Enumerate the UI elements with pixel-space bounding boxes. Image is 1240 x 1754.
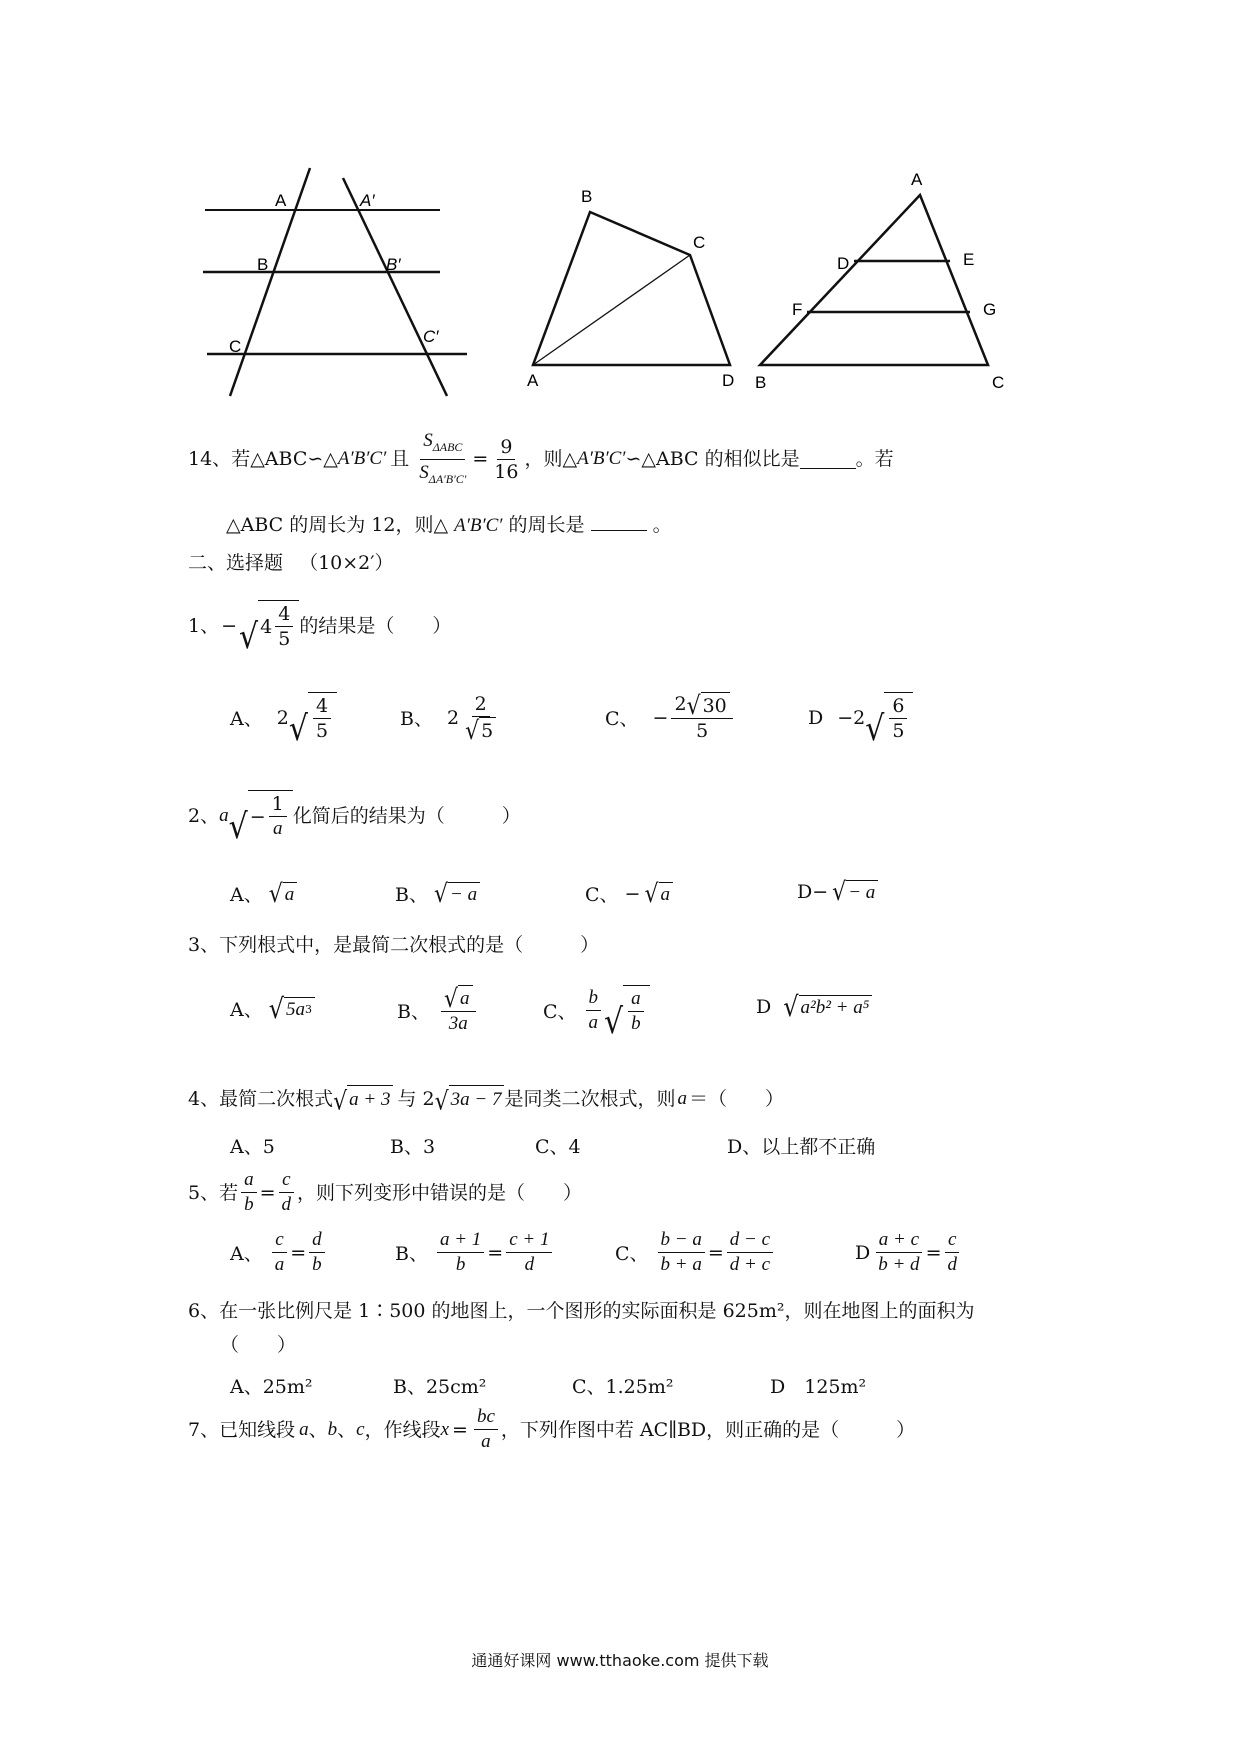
perimeter-blank[interactable] [591,512,647,531]
q3-option-a[interactable]: A、 √ 5a 3 [230,995,315,1022]
fig3-label-D: D [837,254,850,273]
q1-option-d[interactable]: D −2 √ 6 5 [808,692,913,743]
fig1-label-A: A [275,191,287,210]
section-2-title: 二、选择题 [188,552,284,574]
question-1: 1、 − √ 4 4 5 的结果是（ ） [188,600,451,651]
fig3-label-C: C [992,373,1005,392]
q2-option-a[interactable]: A、 √ a [230,880,297,907]
fig3-label-B: B [755,373,767,392]
q4-option-b[interactable]: B、3 [390,1136,436,1158]
fig3-label-A: A [911,170,923,189]
q3-option-d[interactable]: D √ a²b² + a⁵ [756,995,872,1019]
fig1-label-A-prime: A′ [360,191,375,210]
question-6: 6、在一张比例尺是 1∶500 的地图上，一个图形的实际面积是 625m²，则在地图上的面积为 [188,1300,975,1322]
fig2-label-C: C [693,233,706,252]
q4-option-d[interactable]: D、以上都不正确 [727,1136,876,1158]
q2-option-b[interactable]: B、 √ − a [395,880,480,907]
q6-option-b[interactable]: B、25cm² [393,1376,487,1398]
fig3-label-E: E [963,250,975,269]
fig1-label-C-prime: C′ [423,327,439,346]
area-ratio-fraction: $S_{\Delta ABC}$ $S_{\Delta A'B'C'}$ [419,430,467,486]
q14-number: 14、 [188,448,232,471]
q6-answer-paren: （ ） [220,1334,297,1356]
fig1-label-C: C [229,337,242,356]
section-2-heading [188,550,394,576]
question-4: 4、 最简二次根式 √ a + 3 与 2 √ 3a − 7 是同类二次根式，则 a ＝（ ） [188,1085,784,1113]
q4-option-a[interactable]: A、5 [230,1136,275,1158]
q2-option-d[interactable]: D− √ − a [797,880,878,904]
q6-option-d[interactable]: D 125m² [770,1376,867,1398]
fig3-label-G: G [983,300,997,319]
q5-option-c[interactable]: C、 b − a b + a = d − c d + c [615,1228,776,1277]
figure-quadrilateral [515,180,745,400]
q1-option-c[interactable]: C、 − 2 √ 30 5 [605,692,736,743]
q4-option-c[interactable]: C、4 [535,1136,581,1158]
fig2-label-D: D [722,371,735,390]
q5-option-b[interactable]: B、 a + 1 b = c + 1 d [395,1228,555,1277]
q1-option-a[interactable]: A、 2 √ 4 5 [230,692,337,743]
q6-option-a[interactable]: A、25m² [230,1376,313,1398]
fig1-label-B: B [257,255,269,274]
question-2: 2、 a √ − $\frac{1}{a}$ 化简后的结果为（ ） [188,790,521,841]
footer-text: 通通好课网 www.tthaoke.com 提供下载 [471,1651,769,1670]
question-14-line-2: △ABC 的周长为 12，则△ A′B′C′ 的周长是 。 [226,514,672,536]
fig1-label-B-prime: B′ [386,255,401,274]
fig2-label-A: A [527,371,539,390]
q3-option-c[interactable]: C、 b a √ a b [543,985,650,1036]
nine-sixteenths-fraction: $\frac{9}{16}$ [494,435,519,483]
question-14-line-1: 14、 若△ABC∽△ A′B′C′ 且 $S_{\Delta ABC}$ $S_{\Delta A'B'C'}$ = $\frac{9}{16}$ ，则△ A′B′C′ ∽△ABC 的相似比是 。若 [188,428,894,491]
fig3-label-F: F [792,300,803,319]
q2-option-c[interactable]: C、 − √ a [585,880,673,907]
fig2-label-B: B [581,187,593,206]
figure-parallel-lines [195,160,485,400]
q1-option-b[interactable]: B、 2 2 √ 5 [400,692,502,743]
question-5: 5、 若 $\frac{a}{b}$ = $\frac{c}{d}$ ，则下列变形中错误的是（ ） [188,1169,583,1215]
section-2-score: （10×2′） [299,552,394,574]
q6-option-c[interactable]: C、1.25m² [572,1376,674,1398]
q3-option-b[interactable]: B、 √ a 3a [397,985,479,1036]
q5-option-a[interactable]: A、 c a = d b [230,1228,328,1277]
question-3: 3、下列根式中，是最简二次根式的是（ ） [188,934,600,956]
figure-triangle [745,165,1025,400]
similarity-ratio-blank[interactable] [800,450,856,469]
question-7: 7、 已知线段 a 、 b 、 c ，作线段 x = $\frac{bc}{a}$ ，下列作图中若 AC∥BD，则正确的是（ ） [188,1406,916,1452]
q5-option-d[interactable]: D a + c b + d = c d [855,1228,963,1277]
